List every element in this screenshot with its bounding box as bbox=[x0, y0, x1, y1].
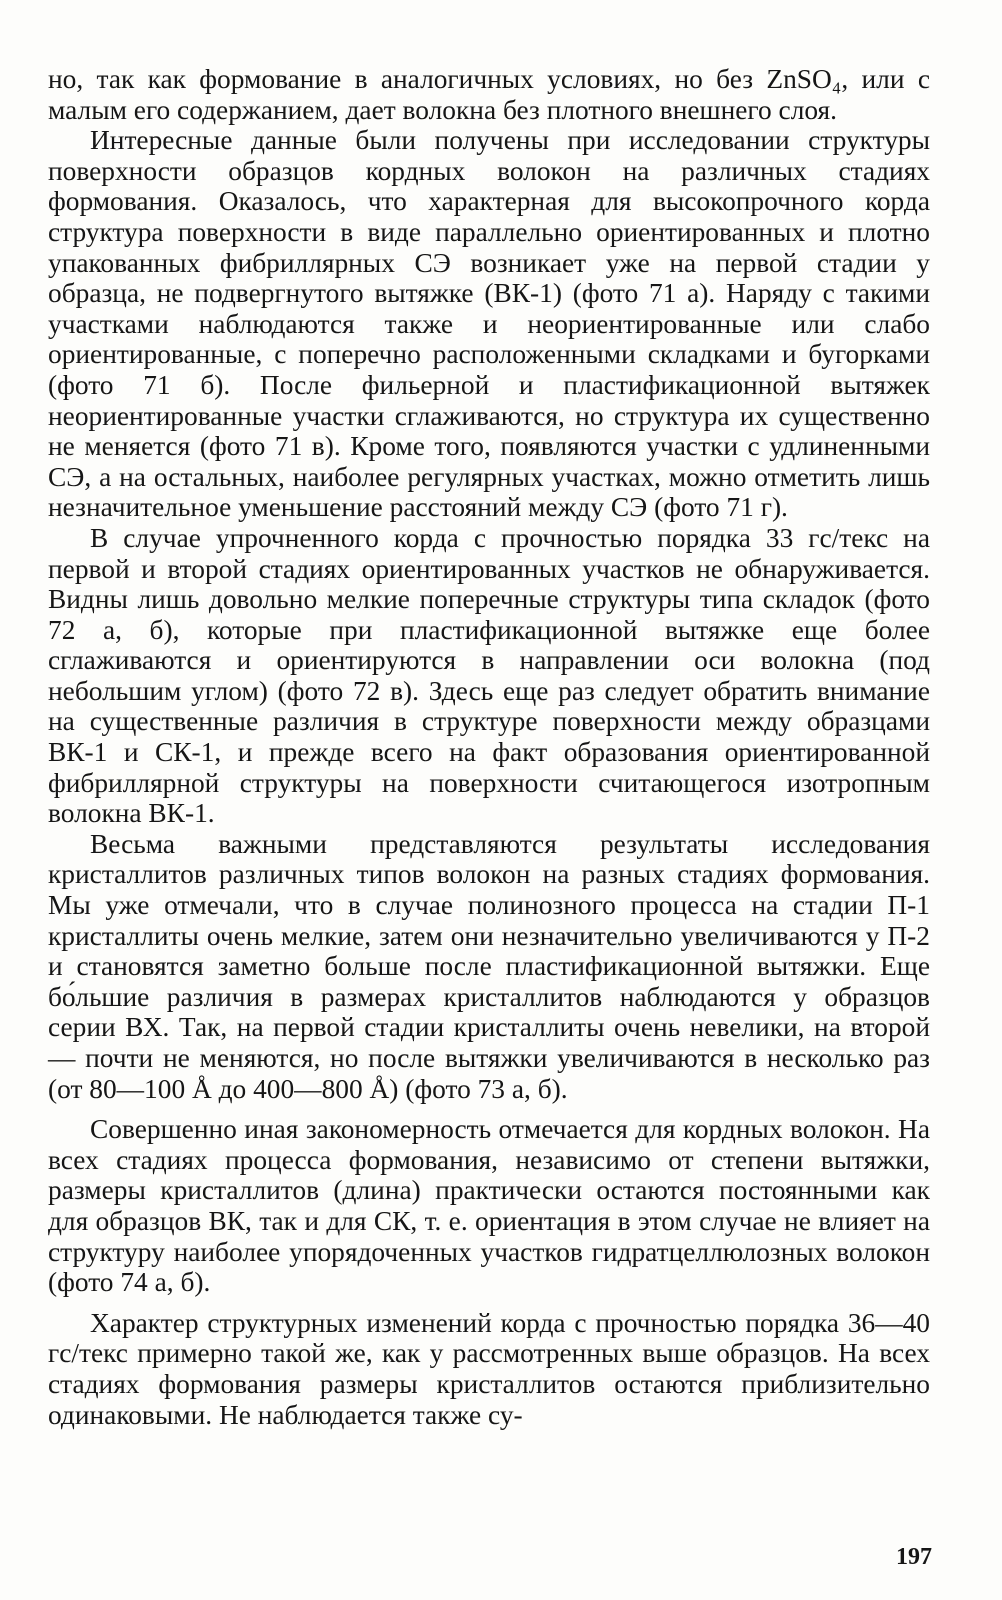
paragraph-structural-changes: Характер структурных изменений корда с прочностью порядка 36—40 гс/текс примерно такой же, как у рассмотренных выше образцов. На всех стадиях формования размеры кристаллитов остаются приблизительно одинаковыми. Не наблюдается также су- bbox=[48, 1307, 930, 1430]
paragraph-continuation: но, так как формование в аналогичных условиях, но без ZnSO₄, или с малым его содержанием, дает волокна без плотного внешнего слоя. bbox=[48, 64, 930, 125]
paragraph-cord-regularity: Совершенно иная закономерность отмечается для кордных волокон. На всех стадиях процесса формования, независимо от степени вытяжки, размеры кристаллитов (длина) практически остаются постоянными как для образцов ВК, так и для СК, т. е. ориентация в этом случае не влияет на структуру наиболее упорядоченных участков гидратцеллюлозных волокон (фото 74 а, б). bbox=[48, 1114, 930, 1298]
paragraph-reinforced-cord: В случае упрочненного корда с прочностью порядка 33 гс/текс на первой и второй стадиях ориентированных участков не обнаруживается. Видны лишь довольно мелкие поперечные структуры типа складок (фото 72 а, б), которые при пластификационной вытяжке еще более сглаживаются и ориентируются в направлении оси волокна (под небольшим углом) (фото 72 в). Здесь еще раз следует обратить внимание на существенные различия в структуре поверхности между образцами ВК-1 и СК-1, и прежде всего на факт образования ориентированной фибриллярной структуры на поверхности считающегося изотропным волокна ВК-1. bbox=[48, 522, 930, 829]
page-number: 197 bbox=[896, 1544, 932, 1570]
paragraph-surface-structure: Интересные данные были получены при исследовании структуры поверхности образцов кордных волокон на различных стадиях формования. Оказалось, что характерная для высокопрочного корда структура поверхности в виде параллельно ориентированных и плотно упакованных фибриллярных СЭ возникает уже на первой стадии у образца, не подвергнутого вытяжке (ВК-1) (фото 71 а). Наряду с такими участками наблюдаются также и неориентированные или слабо ориентированные, с поперечно расположенными складками и бугорками (фото 71 б). После фильерной и пластификационной вытяжек неориентированные участки сглаживаются, но структура их существенно не меняется (фото 71 в). Кроме того, появляются участки с удлиненными СЭ, а на остальных, наиболее регулярных участках, можно отметить лишь незначительное уменьшение расстояний между СЭ (фото 71 г). bbox=[48, 125, 930, 523]
paragraph-crystallites: Весьма важными представляются результаты исследования кристаллитов различных типов волокон на разных стадиях формования. Мы уже отмечали, что в случае полинозного процесса на стадии П-1 кристаллиты очень мелкие, затем они незначительно увеличиваются у П-2 и становятся заметно больше после пластификационной вытяжки. Еще бо́льшие различия в размерах кристаллитов наблюдаются у образцов серии ВХ. Так, на первой стадии кристаллиты очень невелики, на второй — почти не меняются, но после вытяжки увеличиваются в несколько раз (от 80—100 Å до 400—800 Å) (фото 73 а, б). bbox=[48, 828, 930, 1104]
body-text bbox=[48, 64, 930, 1430]
